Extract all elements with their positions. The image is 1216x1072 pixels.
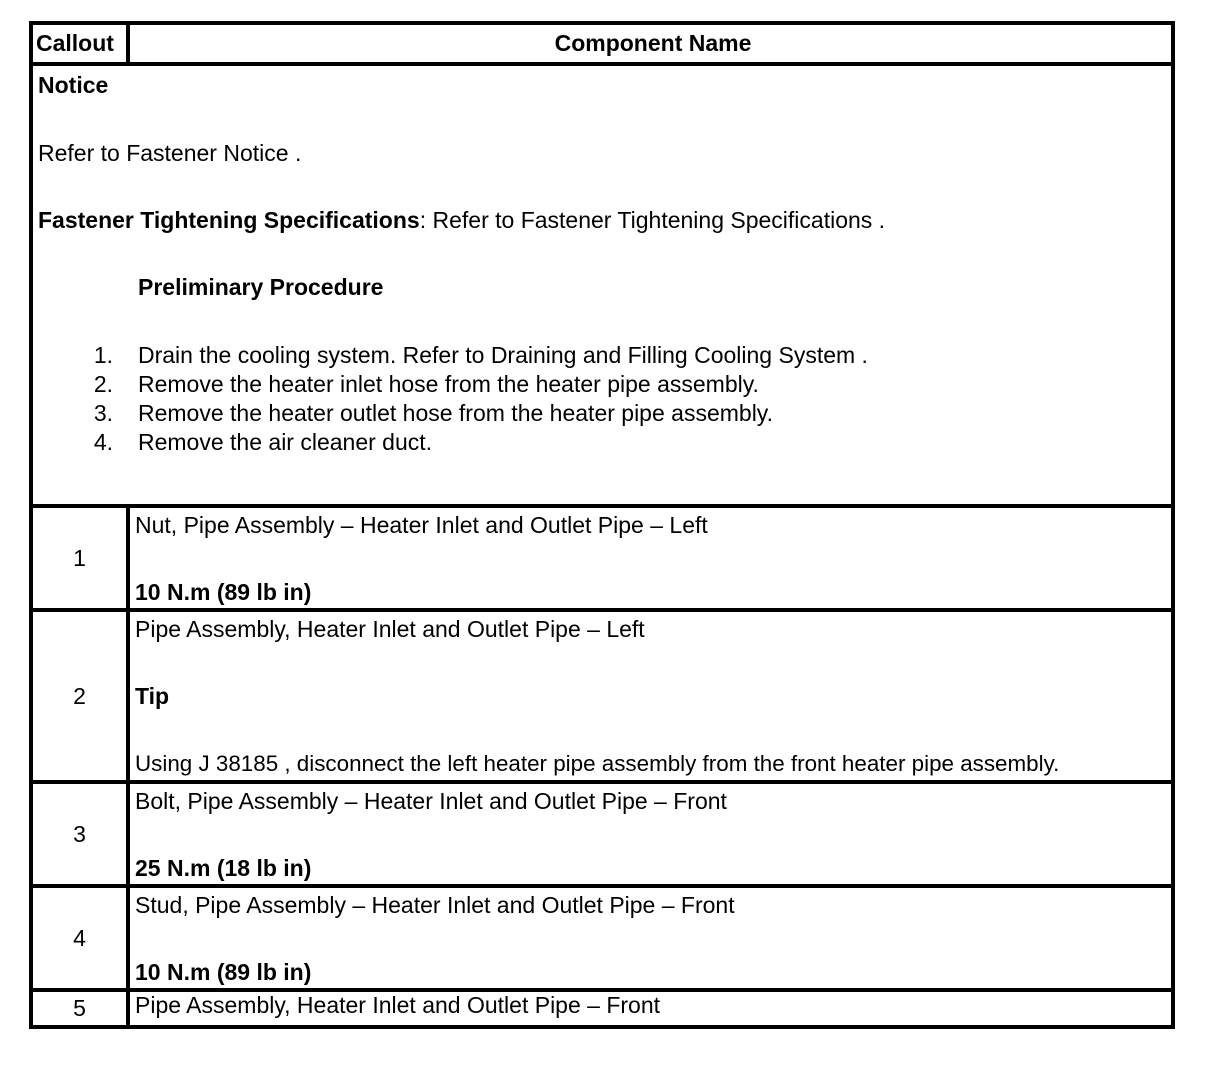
component-cell xyxy=(128,506,1173,610)
component-name: Pipe Assembly, Heater Inlet and Outlet Pipe – Front xyxy=(135,992,661,1018)
tip-text: Using J 38185 , disconnect the left heater pipe assembly from the front heater pipe assembly. xyxy=(135,751,1060,776)
table-row xyxy=(31,886,1173,990)
callout-number: 3 xyxy=(31,782,128,886)
header-row xyxy=(31,23,1173,64)
table-row xyxy=(31,990,1173,1027)
procedure-step: 1. Drain the cooling system. Refer to Draining and Filling Cooling System . xyxy=(93,342,868,368)
notice-row xyxy=(31,64,1173,506)
component-name: Stud, Pipe Assembly – Heater Inlet and Outlet Pipe – Front xyxy=(135,892,735,918)
callout-header: Callout xyxy=(31,23,128,64)
callout-number: 4 xyxy=(31,886,128,990)
component-name: Nut, Pipe Assembly – Heater Inlet and Outlet Pipe – Left xyxy=(135,512,708,538)
fastener-notice-text: Refer to Fastener Notice . xyxy=(38,140,302,166)
component-name: Pipe Assembly, Heater Inlet and Outlet Pipe – Left xyxy=(135,616,645,642)
procedure-step: 4. Remove the air cleaner duct. xyxy=(93,429,433,455)
spec-line xyxy=(38,207,1171,234)
component-name-header: Component Name xyxy=(128,23,1173,64)
procedure-step: 2. Remove the heater inlet hose from the heater pipe assembly. xyxy=(93,371,759,397)
tip-label: Tip xyxy=(135,683,170,709)
preliminary-title: Preliminary Procedure xyxy=(138,274,384,300)
table-row xyxy=(31,610,1173,782)
torque-spec: 25 N.m (18 lb in) xyxy=(135,855,312,881)
callout-number: 1 xyxy=(31,506,128,610)
notice-title: Notice xyxy=(38,72,109,98)
component-cell xyxy=(128,610,1173,782)
procedure-list xyxy=(38,341,1171,457)
torque-spec: 10 N.m (89 lb in) xyxy=(135,579,312,605)
spec-label: Fastener Tightening Specifications xyxy=(38,207,420,233)
component-cell xyxy=(128,886,1173,990)
callout-number: 5 xyxy=(31,990,128,1027)
component-table xyxy=(29,21,1175,1029)
table-row xyxy=(31,782,1173,886)
table-row xyxy=(31,506,1173,610)
spec-text: : Refer to Fastener Tightening Specifications . xyxy=(419,207,886,233)
component-cell xyxy=(128,990,1173,1027)
component-name: Bolt, Pipe Assembly – Heater Inlet and Outlet Pipe – Front xyxy=(135,788,727,814)
notice-cell xyxy=(31,64,1173,506)
component-cell xyxy=(128,782,1173,886)
callout-number: 2 xyxy=(31,610,128,782)
procedure-step: 3. Remove the heater outlet hose from the heater pipe assembly. xyxy=(93,400,773,426)
torque-spec: 10 N.m (89 lb in) xyxy=(135,959,312,985)
